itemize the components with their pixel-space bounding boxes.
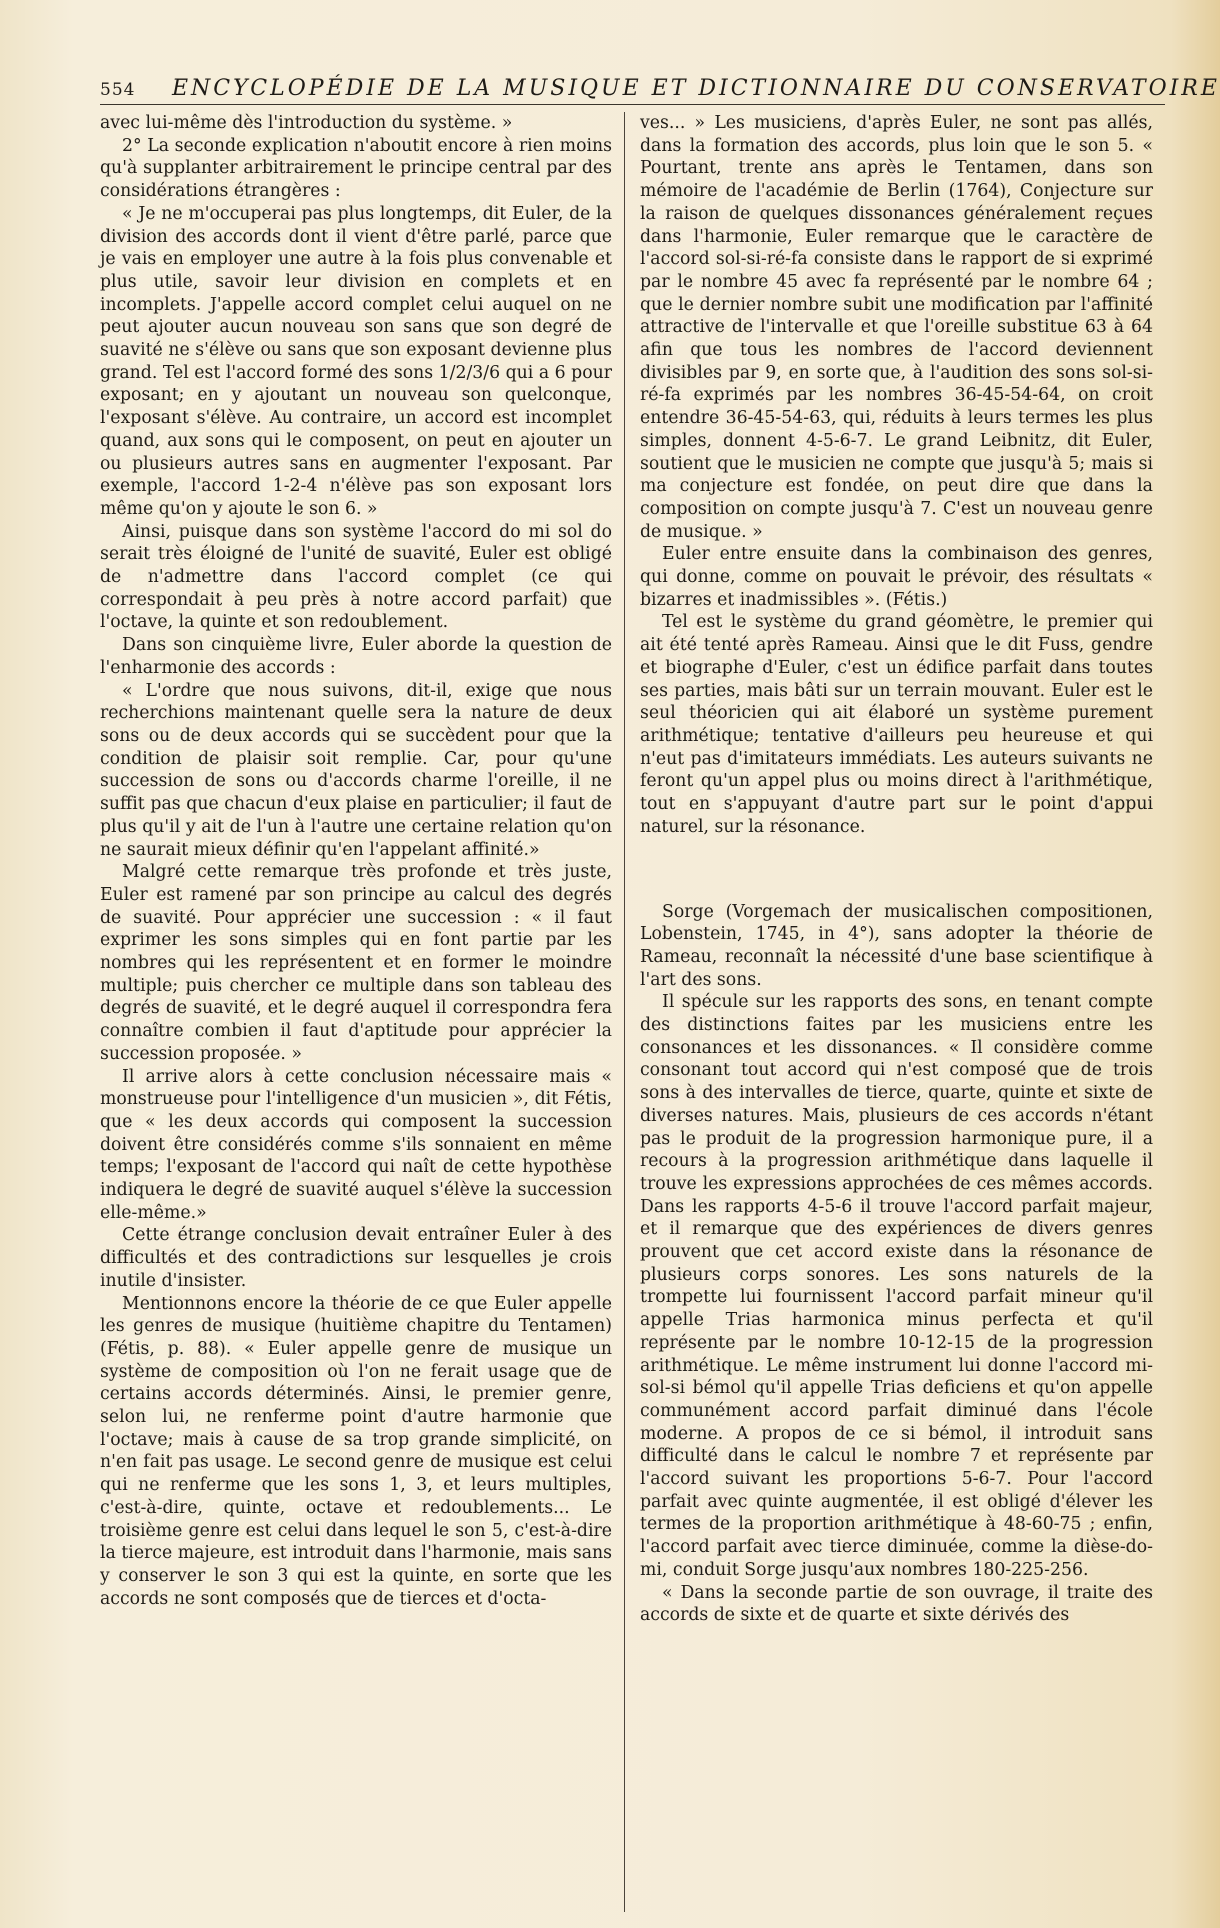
paragraph: « Je ne m'occuperai pas plus longtemps, dit Euler, de la division des accords dont il vient d'être parlé, parce que je vais en employer une autre à la fois plus convenable et plus utile, savoir leur division en complets et en incomplets. J'appelle accord complet celui auquel on ne peut ajouter aucun nouveau son sans que son degré de suavité ne s'élève ou sans que son exposant devienne plus grand. Tel est l'accord formé des sons 1/2/3/6 qui a 6 pour exposant; en y ajoutant un nouveau son quelconque, l'exposant s'élève. Au contraire, un accord est incomplet quand, aux sons qui le composent, on peut en ajouter un ou plusieurs autres sans en augmenter l'exposant. Par exemple, l'accord 1-2-4 n'élève pas son exposant lors même qu'on y ajoute le son 6. » xyxy=(100,203,612,519)
paragraph: Tel est le système du grand géomètre, le premier qui ait été tenté après Rameau. Ainsi que le dit Fuss, gendre et biographe d'Euler, c'est un édifice parfait dans toutes ses parties, mais bâti sur un terrain mouvant. Euler est le seul théoricien qui ait élaboré un système purement arithmétique; tentative d'ailleurs peu heureuse et qui n'eut pas d'imitateurs immédiats. Les auteurs suivants ne feront qu'un appel plus ou moins direct à l'arithmétique, tout en s'appuyant d'autre part sur le point d'appui naturel, sur la résonance. xyxy=(640,612,1153,837)
paragraph: Dans son cinquième livre, Euler aborde la question de l'enharmonie des accords : xyxy=(100,635,612,678)
left-column xyxy=(100,112,612,1610)
paragraph: ves... » Les musiciens, d'après Euler, ne sont pas allés, dans la formation des accords, plus loin que le son 5. « Pourtant, trente ans après le Tentamen, dans son mémoire de l'académie de Berlin (1764), Conjecture sur la raison de quelques dissonances généralement reçues dans l'harmonie, Euler remarque que le caractère de l'accord sol-si-ré-fa consiste dans le rapport de si exprimé par le nombre 45 avec fa représenté par le nombre 64 ; que le dernier nombre subit une modification par l'affinité attractive de l'intervalle et que l'oreille substitue 63 à 64 afin que tous les nombres de l'accord deviennent divisibles par 9, en sorte que, à l'audition des sons sol-si-ré-fa exprimés par les nombres 36-45-54-64, on croit entendre 36-45-54-63, qui, réduits à leurs termes les plus simples, donnent 4-5-6-7. Le grand Leibnitz, dit Euler, soutient que le musicien ne compte que jusqu'à 5; mais si ma conjecture est fondée, on peut dire que dans la composition on compte jusqu'à 7. C'est un nouveau genre de musique. » xyxy=(640,113,1153,542)
paragraph: « L'ordre que nous suivons, dit-il, exige que nous recherchions maintenant quelle sera la nature de deux sons ou de deux accords qui se succèdent pour que la condition de plaisir soit remplie. Car, pour qu'une succession de sons ou d'accords charme l'oreille, il ne suffit pas que chacun d'eux plaise en particulier; il faut de plus qu'il y ait de l'un à l'autre une certaine relation qu'on ne saurait mieux définir qu'en l'appelant affinité.» xyxy=(100,680,612,860)
right-column xyxy=(640,112,1153,1627)
paragraph: Il arrive alors à cette conclusion nécessaire mais « monstrueuse pour l'intelligence d'un musicien », dit Fétis, que « les deux accords qui composent la succession doivent être considérés comme s'ils sonnaient en même temps; l'exposant de l'accord qui naît de cette hypothèse indiquera le degré de suavité auquel s'élève la succession elle-même.» xyxy=(100,1066,612,1223)
paragraph: avec lui-même dès l'introduction du système. » xyxy=(100,113,513,133)
column-divider xyxy=(624,112,625,1912)
paragraph: Il spécule sur les rapports des sons, en tenant compte des distinctions faites par les musiciens entre les consonances et les dissonances. « Il considère comme consonant tout accord qui n'est composé que de trois sons à des intervalles de tierce, quarte, quinte et sixte de diverses natures. Mais, plusieurs de ces accords n'étant pas le produit de la progression harmonique pure, il a recours à la progression arithmétique dans laquelle il trouve les expressions approchées de ces mêmes accords. Dans les rapports 4-5-6 il trouve l'accord parfait majeur, et il remarque que des expériences de divers genres prouvent que cet accord existe dans la résonance de plusieurs corps sonores. Les sons naturels de la trompette lui fournissent l'accord parfait mineur qu'il appelle Trias harmonica minus perfecta et qu'il représente par le nombre 10-12-15 de la progression arithmétique. Le même instrument lui donne l'accord mi-sol-si bémol qu'il appelle Trias deficiens et qu'on appelle communément accord parfait diminué dans l'école moderne. A propos de ce si bémol, il introduit sans difficulté dans le calcul le nombre 7 et représente par l'accord suivant les proportions 5-6-7. Pour l'accord parfait avec quinte augmentée, il est obligé d'élever les termes de la proportion arithmétique à 48-60-75 ; enfin, l'accord parfait avec tierce diminuée, comme la dièse-do-mi, conduit Sorge jusqu'aux nombres 180-225-256. xyxy=(640,992,1153,1580)
page-header xyxy=(100,74,1220,105)
section-gap xyxy=(640,839,1153,901)
running-title: ENCYCLOPÉDIE DE LA MUSIQUE ET DICTIONNAIRE DU CONSERVATOIRE xyxy=(172,76,1220,101)
paragraph: Cette étrange conclusion devait entraîner Euler à des difficultés et des contradictions sur lesquelles je crois inutile d'insister. xyxy=(100,1225,612,1291)
paragraph: « Dans la seconde partie de son ouvrage, il traite des accords de sixte et de quarte et sixte dérivés des xyxy=(640,1582,1153,1626)
paragraph: Euler entre ensuite dans la combinaison des genres, qui donne, comme on pouvait le prévoir, des résultats « bizarres et inadmissibles ». (Fétis.) xyxy=(640,544,1153,610)
paragraph: 2° La seconde explication n'aboutit encore à rien moins qu'à supplanter arbitrairement le principe central par des considérations étrangères : xyxy=(100,135,612,202)
paragraph: Mentionnons encore la théorie de ce que Euler appelle les genres de musique (huitième chapitre du Tentamen) (Fétis, p. 88). « Euler appelle genre de musique un système de composition où l'on ne ferait usage que de certains accords déterminés. Ainsi, le premier genre, selon lui, ne renferme point d'autre harmonie que l'octave; mais à cause de sa trop grande simplicité, on n'en fait pas usage. Le second genre de musique est celui qui ne renferme que les sons 1, 3, et leurs multiples, c'est-à-dire, quinte, octave et redoublements... Le troisième genre est celui dans lequel le son 5, c'est-à-dire la tierce majeure, est introduit dans l'harmonie, mais sans y conserver le son 3 qui est la quinte, en sorte que les accords ne sont composés que de tierces et d'octa- xyxy=(100,1293,612,1609)
paragraph: Ainsi, puisque dans son système l'accord do mi sol do serait très éloigné de l'unité de suavité, Euler est obligé de n'admettre dans l'accord complet (ce qui correspondait à peu près à notre accord parfait) que l'octave, la quinte et son redoublement. xyxy=(100,521,612,633)
section-heading-paragraph: Sorge (Vorgemach der musicalischen compositionen, Lobenstein, 1745, in 4°), sans adopter la théorie de Rameau, reconnaît la nécessité d'une base scientifique à l'art des sons. xyxy=(640,901,1153,990)
page-number: 554 xyxy=(100,80,136,100)
paragraph: Malgré cette remarque très profonde et très juste, Euler est ramené par son principe au calcul des degrés de suavité. Pour apprécier une succession : « il faut exprimer les sons simples qui en font partie par les nombres qui les représentent et en former le moindre multiple; puis chercher ce multiple dans son tableau des degrés de suavité, et le degré auquel il correspondra fera connaître combien il faut d'aptitude pour apprécier la succession proposée. » xyxy=(100,862,612,1064)
